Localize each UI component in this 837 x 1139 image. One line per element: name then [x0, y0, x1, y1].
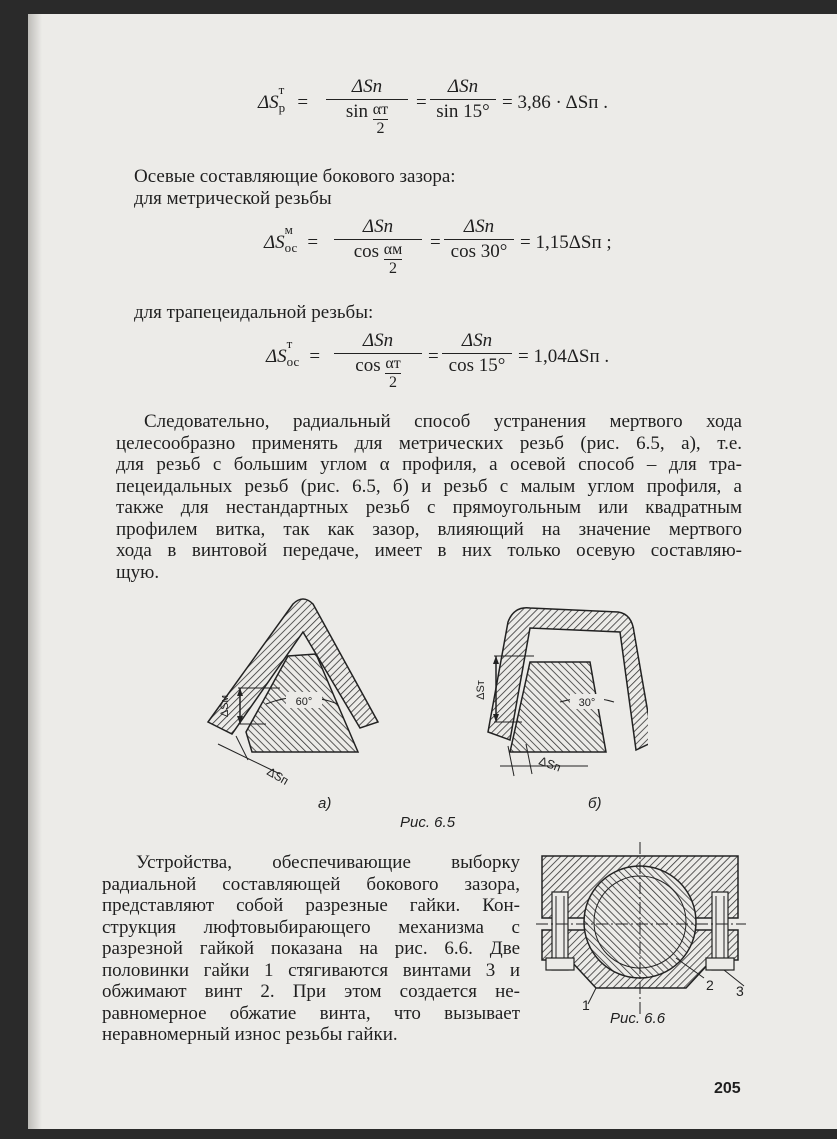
- formula2-lhs-sub: ос: [284, 240, 298, 255]
- fig65-dim-n-b: ΔSп: [536, 753, 563, 775]
- formula1-frac2-den: sin 15°: [436, 101, 490, 122]
- formula1-frac1-num: ΔSп: [351, 76, 383, 97]
- formula2-lhs: ΔS: [264, 232, 285, 253]
- page-edge: [28, 14, 42, 1129]
- fig65-label-a: а): [318, 795, 332, 812]
- paragraph2-line: разрезной гайкой показана на рис. 6.6. Две: [102, 938, 520, 959]
- formula1-frac2: [430, 76, 496, 123]
- fig66-label-3: 3: [736, 983, 744, 999]
- book-page: [28, 14, 837, 1129]
- formula3-lhs: ΔS: [266, 346, 287, 367]
- fig65-dim-a: ΔSм: [219, 694, 231, 718]
- formula2-inner-den: 2: [389, 260, 398, 277]
- fig65b-thread-profile: [475, 608, 648, 776]
- paragraph2-line: обжимают винт 2. При этом создается не-: [102, 981, 520, 1002]
- fig65-label-b: б): [588, 795, 602, 812]
- fig65-dim-b: ΔSт: [475, 680, 487, 700]
- fig66-split-nut: [536, 842, 746, 1014]
- text-axial-intro: Осевые составляющие бокового зазора:: [134, 166, 456, 187]
- figure-6-5: [188, 592, 648, 814]
- paragraph2-line: струкция люфтовыбирающего механизма с: [102, 916, 520, 938]
- formula3-result: = 1,04ΔSп .: [518, 346, 610, 367]
- formula3-frac2-num: ΔSп: [461, 330, 493, 351]
- paragraph2-line: радиальной составляющей бокового зазора,: [102, 873, 520, 895]
- text-metric: для метрической резьбы: [134, 188, 332, 209]
- paragraph2-line: представляют собой разрезные гайки. Кон-: [102, 895, 520, 916]
- paragraph1-line: щую.: [116, 561, 160, 583]
- formula3-inner-num: αт: [385, 355, 401, 372]
- fig65-angle-b: 30°: [578, 697, 596, 709]
- fig65a-thread-profile: [208, 599, 378, 788]
- formula3-frac1: [334, 330, 422, 392]
- formula2-result: = 1,15ΔSп ;: [520, 232, 612, 253]
- paragraph2-line: половинки гайки 1 стягиваются винтами 3 и: [102, 959, 520, 981]
- paragraph1-line: Следовательно, радиальный способ устранения мертвого хода: [144, 411, 742, 432]
- formula2-frac2-num: ΔSп: [463, 216, 495, 237]
- fig65-dim-n-a: ΔSп: [264, 764, 292, 788]
- page-number: 205: [714, 1080, 741, 1097]
- text-trapezoidal: для трапецеидальной резьбы:: [134, 302, 374, 323]
- formula1-result: = 3,86 · ΔSп .: [502, 92, 608, 113]
- formula3-inner-den: 2: [389, 374, 398, 391]
- formula1-inner-num: αт: [372, 101, 389, 118]
- fig65-caption: Рис. 6.5: [400, 814, 456, 831]
- formula-axial-metric: ΔS м ос = ΔSп cos αм 2 = ΔSп cos 30° = 1,15ΔSп ;: [264, 216, 612, 277]
- paragraph1-line: профилем витка, так как зазор, влияющий на значение мертвого: [116, 518, 742, 540]
- formula1-frac1-den-pre: sin: [345, 101, 369, 122]
- formula1-lhs: ΔS: [258, 92, 279, 113]
- formula3-frac2-den: cos 15°: [448, 355, 506, 376]
- paragraph1-line: хода в винтовой передаче, имеет в них только осевую составляю-: [116, 540, 742, 561]
- paragraph1-line: пецеидальных резьб (рис. 6.5, б) и резьб с малым углом профиля, а: [116, 475, 742, 497]
- formula-backlash-radial: ΔS т р = ΔSп sin αт 2 = ΔSп sin 15° = 3,86 · ΔSп .: [258, 76, 608, 137]
- fig66-label-1: 1: [582, 997, 590, 1013]
- fig66-caption: Рис. 6.6: [610, 1010, 666, 1027]
- paragraph2-line: неравномерный износ резьбы гайки.: [102, 1024, 398, 1045]
- formula3-lhs-sup: т: [286, 336, 293, 351]
- paragraph-split-nut: [102, 852, 520, 1046]
- formula3-frac1-den-pre: cos: [355, 355, 381, 376]
- formula2-frac2: [444, 216, 514, 263]
- figure-6-6: [536, 838, 750, 1018]
- paragraph1-line: целесообразно применять для метрических резьб (рис. 6.5, а), т.е.: [116, 432, 742, 454]
- paragraph1-line: для резьб с большим углом α профиля, а осевой способ – для тра-: [116, 454, 742, 475]
- fig65-angle-a: 60°: [295, 696, 313, 708]
- formula1-inner-den: 2: [376, 120, 385, 137]
- formula1-lhs-sup: т: [278, 82, 285, 97]
- paragraph1-line: также для нестандартных резьб с прямоугольным или квадратным: [116, 497, 742, 518]
- fig66-label-2: 2: [706, 977, 714, 993]
- formula2-frac1-num: ΔSп: [362, 216, 394, 237]
- formula3-lhs-sub: ос: [286, 354, 300, 369]
- formula3-frac2: [442, 330, 512, 377]
- formula3-frac1-num: ΔSп: [362, 330, 394, 351]
- formula2-inner-num: αм: [383, 241, 403, 258]
- formula2-lhs-sup: м: [284, 222, 293, 237]
- formula2-frac1-den-pre: cos: [353, 241, 380, 262]
- paragraph-conclusion: [116, 411, 742, 583]
- formula1-frac1: [326, 76, 408, 138]
- paragraph2-line: Устройства, обеспечивающие выборку: [136, 852, 520, 873]
- formula1-lhs-sub: р: [278, 100, 286, 115]
- formula2-frac2-den: cos 30°: [450, 241, 508, 262]
- paragraph2-line: равномерное обжатие винта, что вызывает: [102, 1002, 520, 1024]
- formula2-frac1: [334, 216, 422, 278]
- formula-axial-trapezoidal: ΔS т ос = ΔSп cos αт 2 = ΔSп cos 15° = 1,04ΔSп .: [266, 330, 610, 391]
- formula1-frac2-num: ΔSп: [447, 76, 479, 97]
